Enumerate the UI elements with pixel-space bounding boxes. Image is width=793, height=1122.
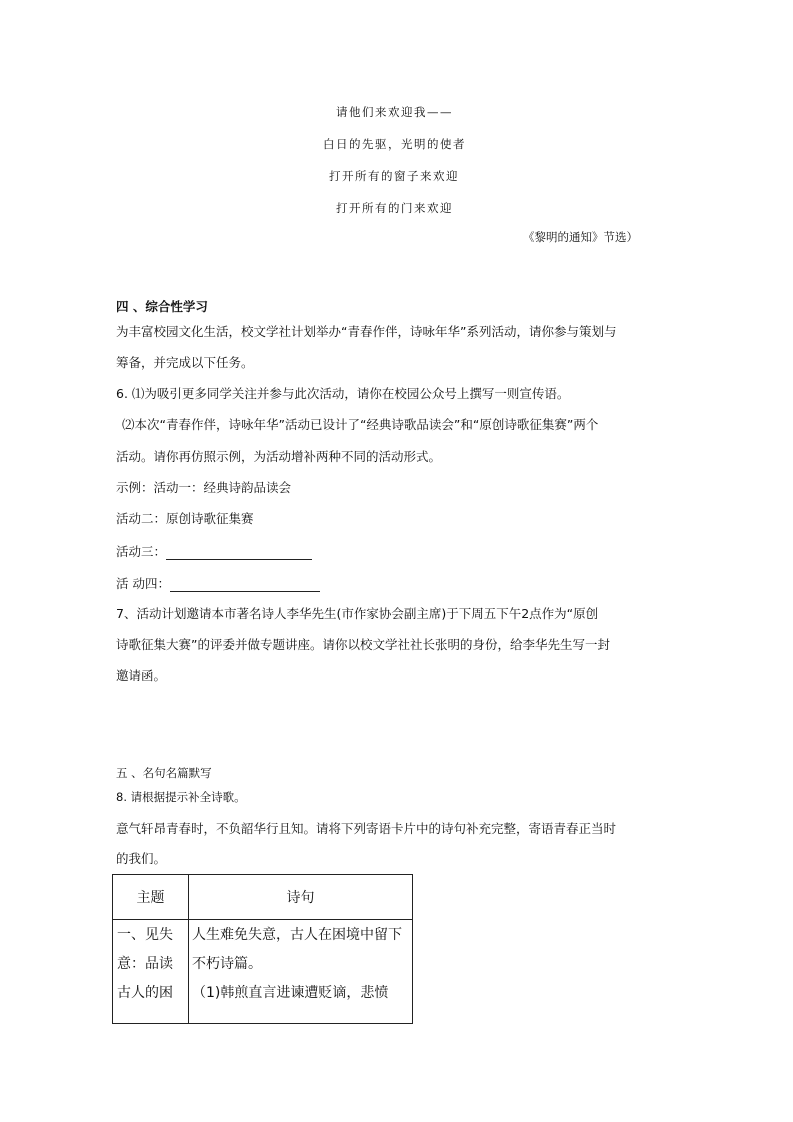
- question-6-part-2-line-2: 活动。请你再仿照示例，为活动增补两种不同的活动形式。: [116, 449, 442, 464]
- poem-line-1: 请他们来欢迎我——: [336, 105, 453, 119]
- section-5-intro-line-2: 的我们。: [116, 851, 167, 866]
- activity-3-row: [116, 542, 312, 560]
- activity-4-blank[interactable]: [170, 578, 320, 592]
- section-5-heading: 五 、名句名篇默写: [116, 766, 212, 780]
- theme-line-1: 一、见失: [117, 927, 173, 943]
- theme-line-2: 意：品读: [117, 956, 173, 972]
- poem-line-4: 打开所有的门来欢迎: [336, 201, 453, 215]
- poem-line-2: 白日的先驱，光明的使者: [323, 137, 466, 151]
- question-7-line-3: 邀请函。: [116, 668, 167, 683]
- activity-3-label: 活动三：: [116, 544, 167, 559]
- section-5-intro-line-1: 意气轩昂青春时，不负韶华行且知。请将下列寄语卡片中的诗句补充完整，寄语青春正当时: [116, 821, 617, 836]
- activity-2: 活动二：原创诗歌征集赛: [116, 511, 254, 526]
- poem-source: 《黎明的通知》节选）: [523, 230, 638, 244]
- theme-cell: [113, 920, 189, 1024]
- table-header-theme: 主题: [113, 875, 189, 920]
- question-7-line-2: 诗歌征集大赛”的评委并做专题讲座。请你以校文学社社长张明的身份，给李华先生写一封: [116, 637, 610, 652]
- poem-line-3: 打开所有的窗子来欢迎: [329, 169, 459, 183]
- verse-line-2: 不朽诗篇。: [192, 956, 262, 972]
- activity-3-blank[interactable]: [166, 546, 312, 560]
- verse-line-1: 人生难免失意，古人在困境中留下: [192, 927, 402, 943]
- question-7-line-1: 7、活动计划邀请本市著名诗人李华先生(市作家协会副主席)于下周五下午2点作为“原创: [116, 606, 599, 621]
- section-4-intro-line-2: 筹备，并完成以下任务。: [116, 355, 254, 370]
- question-8: 8. 请根据提示补全诗歌。: [116, 790, 246, 804]
- activity-4-label: 活 动四：: [116, 576, 170, 591]
- question-6-part-1: 6. ⑴为吸引更多同学关注并参与此次活动，请你在校园公众号上撰写一则宣传语。: [116, 386, 570, 401]
- table-header-verse: 诗句: [189, 875, 413, 920]
- example-activity-1: 示例：活动一：经典诗韵品读会: [116, 480, 292, 495]
- section-4-intro-line-1: 为丰富校园文化生活，校文学社计划举办“青春作伴，诗咏年华”系列活动，请你参与策划与: [116, 324, 617, 339]
- question-6-part-2-line-1: ⑵本次“青春作伴，诗咏年华”活动已设计了“经典诗歌品读会”和“原创诗歌征集赛”两个: [122, 417, 599, 432]
- poem-card-table: [112, 874, 413, 1024]
- section-4-heading: 四 、综合性学习: [116, 299, 208, 314]
- activity-4-row: [116, 574, 320, 592]
- table-row: [113, 920, 413, 1024]
- verse-line-3: （1)韩煎直言进谏遭贬谪，悲愤: [192, 985, 389, 1001]
- verse-cell: [189, 920, 413, 1024]
- table-header-row: [113, 875, 413, 920]
- theme-line-3: 古人的困: [117, 985, 173, 1001]
